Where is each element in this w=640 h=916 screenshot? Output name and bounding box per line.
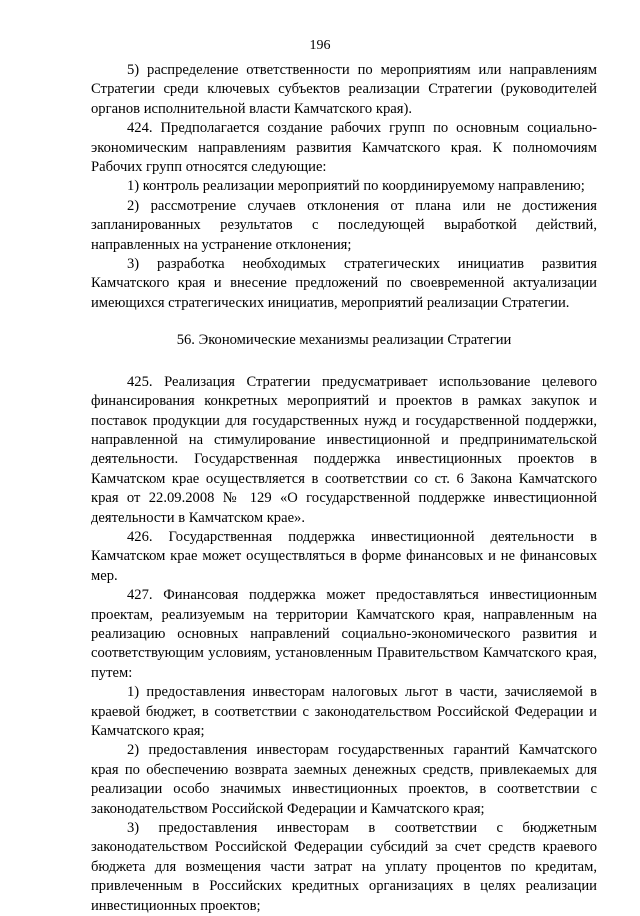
paragraph-425: 425. Реализация Стратегии предусматривает использование целевого финансирования конкретных мероприятий и проектов в рамках закупок и поставок продукции для государственных нужд и государственной поддержки, направленной на стимулирование инвестиционной и предпринимательской деятельности. Государственная поддержка инвестиционных проектов в Камчатском крае осуществляется в соответствии со ст. 6 Закона Камчатского края от 22.09.2008 № 129 «О государственной поддержке инвестиционной деятельности в Камчатском крае». xyxy=(91,373,597,526)
list-item-2-deviations: 2) рассмотрение случаев отклонения от плана или не достижения запланированных результатов с последующей выработкой действий, направленных на устранение отклонения; xyxy=(91,197,597,253)
list-item-3-subsidies: 3) предоставления инвесторам в соответствии с бюджетным законодательством Российской Федерации субсидий за счет средств краевого бюджета для возмещения части затрат на уплату процентов по кредитам, привлеченным в Российских кредитных организациях в целях реализации инвестиционных проектов; xyxy=(91,820,597,914)
document-body xyxy=(91,61,597,916)
list-item-1-control: 1) контроль реализации мероприятий по координируемому направлению; xyxy=(127,178,585,195)
paragraph-426: 426. Государственная поддержка инвестиционной деятельности в Камчатском крае может осуществляться в форме финансовых и не финансовых мер. xyxy=(91,528,597,584)
section-heading: 56. Экономические механизмы реализации Стратегии xyxy=(176,332,512,349)
list-item-1-tax-benefits: 1) предоставления инвесторам налоговых льгот в части, зачисляемой в краевой бюджет, в соответствии с законодательством Российской Федерации и Камчатского края; xyxy=(91,684,597,739)
page-number: 196 xyxy=(309,38,331,53)
list-item-2-guarantees: 2) предоставления инвесторам государственных гарантий Камчатского края по обеспечению возврата заемных денежных средств, привлекаемых для реализации особо значимых инвестиционных проектов, в соответствии с законодательством Российской Федерации и Камчатского края; xyxy=(91,742,597,817)
list-item-3-initiatives: 3) разработка необходимых стратегических инициатив развития Камчатского края и внесение предложений по своевременной актуализации имеющихся стратегических инициатив, мероприятий реализации Стратегии. xyxy=(91,256,597,311)
list-item-5-responsibility: 5) распределение ответственности по мероприятиям или направлениям Стратегии среди ключевых субъектов реализации Стратегии (руководителей органов исполнительной власти Камчатского края). xyxy=(91,62,597,117)
paragraph-424: 424. Предполагается создание рабочих групп по основным социально-экономическим направлениям развития Камчатского края. К полномочиям Рабочих групп относятся следующие: xyxy=(91,120,597,176)
paragraph-427: 427. Финансовая поддержка может предоставляться инвестиционным проектам, реализуемым на территории Камчатского края, направленным на реализацию основных направлений социально-экономического развития и соответствующим условиям, установленным Правительством Камчатского края, путем: xyxy=(91,587,597,681)
